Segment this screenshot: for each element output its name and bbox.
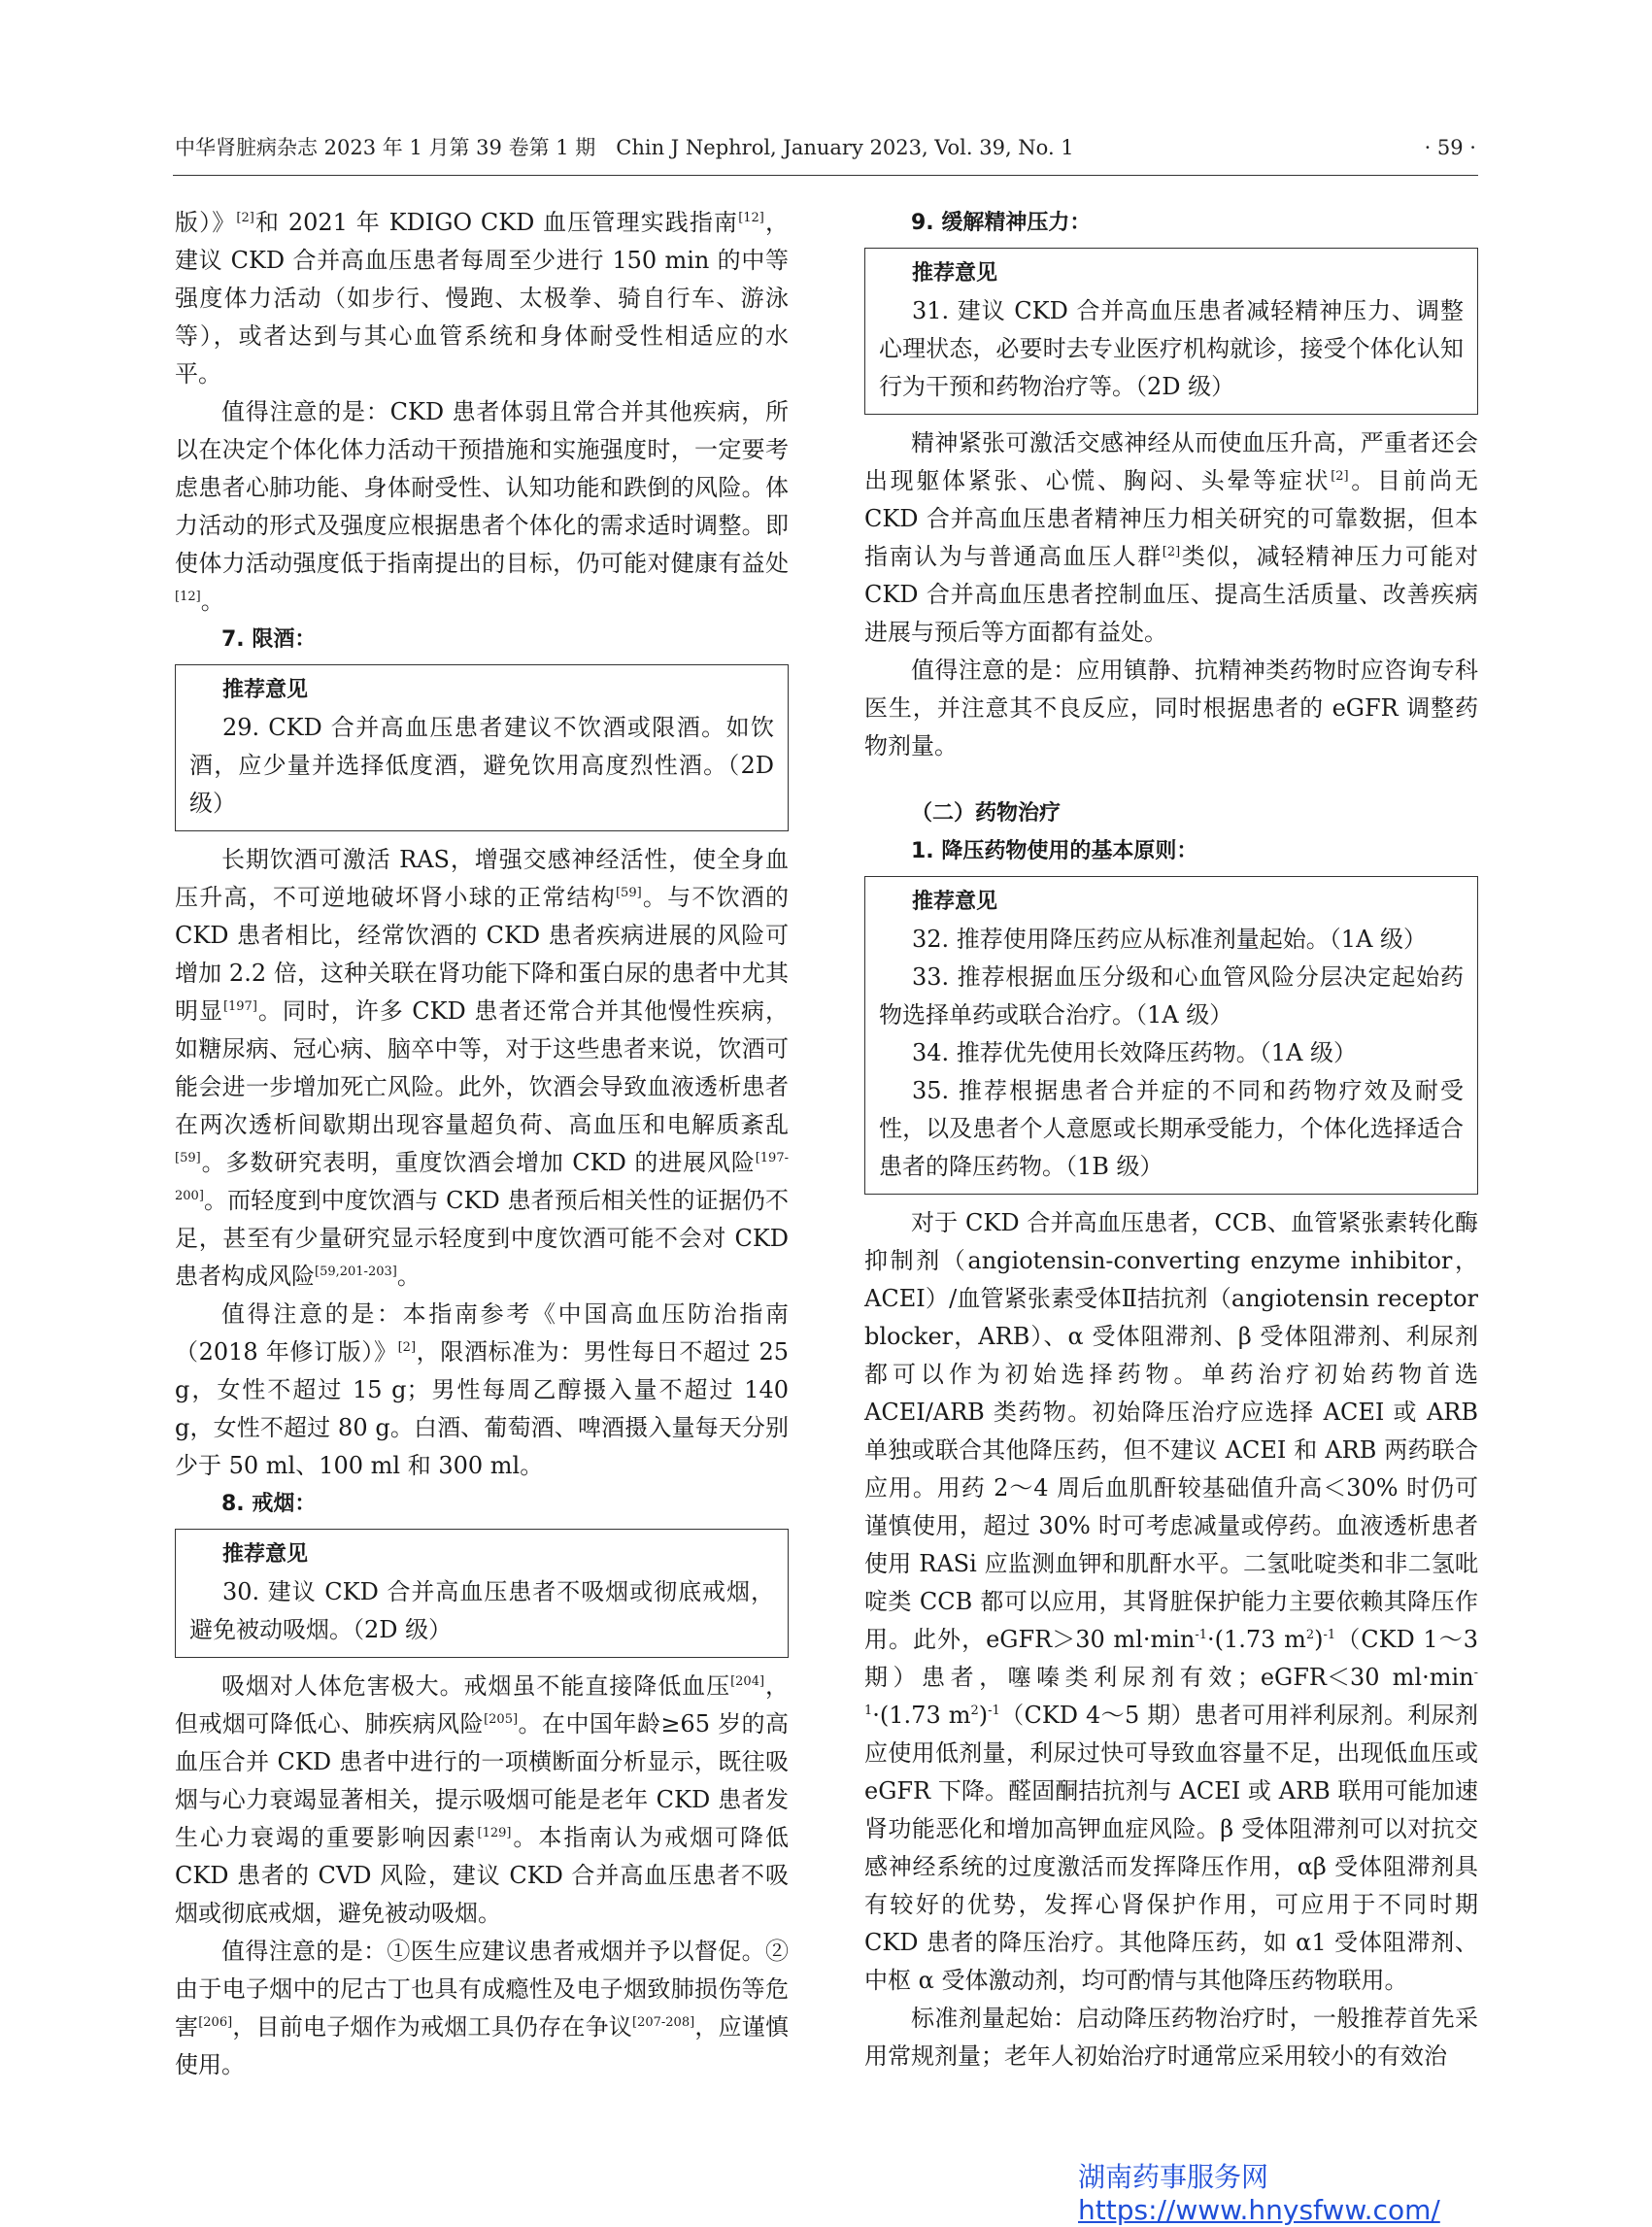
paragraph: 精神紧张可激活交感神经从而使血压升高，严重者还会出现躯体紧张、心慌、胸闷、头晕等症状[2]。目前尚无 CKD 合并高血压患者精神压力相关研究的可靠数据，但本指南认为与普通高血压人群[2]类似，减轻精神压力可能对 CKD 合并高血压患者控制血压、提高生活质量、改善疾病进展与预后等方面都有益处。 bbox=[864, 429, 1479, 646]
recommendation-box bbox=[864, 248, 1478, 415]
recommendation-item: 35. 推荐根据患者合并症的不同和药物疗效及耐受性，以及患者个人意愿或长期承受能力，个体化选择适合患者的降压药物。（1B 级） bbox=[879, 1077, 1464, 1180]
page-number: · 59 · bbox=[1424, 136, 1476, 159]
paragraph: 值得注意的是：应用镇静、抗精神类药物时应咨询专科医生，并注意其不良反应，同时根据患者的 eGFR 调整药物剂量。 bbox=[864, 657, 1478, 759]
left-column bbox=[175, 204, 789, 2084]
paragraph: 对于 CKD 合并高血压患者，CCB、血管紧张素转化酶抑制剂（angiotensin-converting enzyme inhibitor，ACEI）/血管紧张素受体Ⅱ拮抗剂（angiotensin receptor blocker，ARB）、α 受体阻滞剂、β 受体阻滞剂、利尿剂都可以作为初始选择药物。单药治疗初始药物首选 ACEI/ARB 类药物。初始降压治疗应选择 ACEI 或 ARB 单独或联合其他降压药，但不建议 ACEI 和 ARB 两药联合应用。用药 2～4 周后血肌酐较基础值升高＜30% 时仍可谨慎使用，超过 30% 时可考虑减量或停药。血液透析患者使用 RASi 应监测血钾和肌酐水平。二氢吡啶类和非二氢吡啶类 CCB 都可以应用，其肾脏保护能力主要依赖其降压作用。此外，eGFR＞30 $ml\cdot\min^{-1}\cdot(1.73$ $m^2)^{-1}(CKD$ 1～3 期）患者，噻嗪类利尿剂有效；eGFR＜30 $ml\cdot\min^{-1}\cdot(1.73$ $m^2)^{-1}(CKD$ 4～5 期）患者可用袢利尿剂。利尿剂应使用低剂量，利尿过快可导致血容量不足，出现低血压或 eGFR 下降。醛固酮拮抗剂与 ACEI 或 ARB 联用可能加速肾功能恶化和增加高钾血症风险。β 受体阻滞剂可以对抗交感神经系统的过度激活而发挥降压作用，αβ 受体阻滞剂具有较好的优势，发挥心肾保护作用，可应用于不同时期 CKD 患者的降压治疗。其他降压药，如 α1 受体阻滞剂、中枢 α 受体激动剂，均可酌情与其他降压药物联用。 bbox=[864, 1209, 1478, 1994]
recommendation-item: 31. 建议 CKD 合并高血压患者减轻精神压力、调整心理状态，必要时去专业医疗机构就诊，接受个体化认知行为干预和药物治疗等。（2D 级） bbox=[879, 297, 1464, 400]
paragraph: 值得注意的是：本指南参考《中国高血压防治指南（2018 年修订版）》[2]，限酒标准为：男性每日不超过 25 g，女性不超过 15 g；男性每周乙醇摄入量不超过 140 g，女性不超过 80 g。白酒、葡萄酒、啤酒摄入量每天分别少于 50 ml、100 ml 和 300 ml。 bbox=[175, 1300, 789, 1479]
header-rule bbox=[173, 175, 1478, 176]
journal-citation: 中华肾脏病杂志 2023 年 1 月第 39 卷第 1 期 Chin J Nephrol, January 2023, Vol. 39, No. 1 bbox=[175, 136, 1074, 159]
recommendation-box bbox=[175, 664, 789, 831]
paragraph: 长期饮酒可激活 RAS，增强交感神经活性，使全身血压升高，不可逆地破坏肾小球的正常结构[59]。与不饮酒的 CKD 患者相比，经常饮酒的 CKD 患者疾病进展的风险可增加 2.2 倍，这种关联在肾功能下降和蛋白尿的患者中尤其明显[197]。同时，许多 CKD 患者还常合并其他慢性疾病，如糖尿病、冠心病、脑卒中等，对于这些患者来说，饮酒可能会进一步增加死亡风险。此外，饮酒会导致血液透析患者在两次透析间歇期出现容量超负荷、高血压和电解质紊乱[59]。多数研究表明，重度饮酒会增加 CKD 的进展风险[197-200]。而轻度到中度饮酒与 CKD 患者预后相关性的证据仍不足，甚至有少量研究显示轻度到中度饮酒可能不会对 CKD 患者构成风险[59,201-203]。 bbox=[175, 846, 789, 1290]
watermark-url[interactable]: https://www.hnysfww.com/ bbox=[1078, 2194, 1440, 2226]
paragraph: 值得注意的是：CKD 患者体弱且常合并其他疾病，所以在决定个体化体力活动干预措施和实施强度时，一定要考虑患者心肺功能、身体耐受性、认知功能和跌倒的风险。体力活动的形式及强度应根据患者个体化的需求适时调整。即使体力活动强度低于指南提出的目标，仍可能对健康有益处[12]。 bbox=[175, 398, 789, 615]
watermark bbox=[1078, 2161, 1486, 2227]
subsection-heading-principles: 1. 降压药物使用的基本原则： bbox=[911, 839, 1198, 863]
recommendation-title: 推荐意见 bbox=[222, 678, 309, 702]
recommendation-title: 推荐意见 bbox=[912, 890, 998, 914]
recommendation-item: 32. 推荐使用降压药应从标准剂量起始。（1A 级） bbox=[912, 926, 1428, 953]
recommendation-title: 推荐意见 bbox=[912, 261, 998, 286]
recommendation-title: 推荐意见 bbox=[222, 1542, 309, 1567]
watermark-name: 湖南药事服务网 bbox=[1078, 2161, 1269, 2193]
recommendation-item: 34. 推荐优先使用长效降压药物。（1A 级） bbox=[912, 1039, 1358, 1066]
section-heading-smoking: 8. 戒烟： bbox=[221, 1492, 317, 1516]
recommendation-box bbox=[864, 876, 1478, 1195]
recommendation-box bbox=[175, 1529, 789, 1658]
running-header bbox=[175, 134, 1476, 161]
section-heading-alcohol: 7. 限酒： bbox=[221, 627, 317, 652]
paragraph: 值得注意的是：①医生应建议患者戒烟并予以督促。②由于电子烟中的尼古丁也具有成瘾性及电子烟致肺损伤等危害[206]，目前电子烟作为戒烟工具仍存在争议[207-208]，应谨慎使用。 bbox=[175, 1938, 790, 2078]
paragraph: 标准剂量起始：启动降压药物治疗时，一般推荐首先采用常规剂量；老年人初始治疗时通常应采用较小的有效治 bbox=[864, 2005, 1478, 2070]
recommendation-item: 29. CKD 合并高血压患者建议不饮酒或限酒。如饮酒，应少量并选择低度酒，避免饮用高度烈性酒。（2D 级） bbox=[189, 714, 774, 817]
section-heading-stress: 9. 缓解精神压力： bbox=[911, 211, 1092, 235]
paragraph: 版）》[2]和 2021 年 KDIGO CKD 血压管理实践指南[12]，建议 CKD 合并高血压患者每周至少进行 150 min 的中等强度体力活动（如步行、慢跑、太极拳、骑自行车、游泳等），或者达到与其心血管系统和身体耐受性相适应的水平。 bbox=[175, 209, 790, 388]
right-column bbox=[864, 204, 1478, 2075]
recommendation-item: 33. 推荐根据血压分级和心血管风险分层决定起始药物选择单药或联合治疗。（1A 级） bbox=[879, 963, 1464, 1029]
recommendation-item: 30. 建议 CKD 合并高血压患者不吸烟或彻底戒烟，避免被动吸烟。（2D 级） bbox=[189, 1578, 774, 1643]
paragraph: 吸烟对人体危害极大。戒烟虽不能直接降低血压[204]，但戒烟可降低心、肺疾病风险[205]。在中国年龄≥65 岁的高血压合并 CKD 患者中进行的一项横断面分析显示，既往吸烟与心力衰竭显著相关，提示吸烟可能是老年 CKD 患者发生心力衰竭的重要影响因素[129]。本指南认为戒烟可降低 CKD 患者的 CVD 风险，建议 CKD 合并高血压患者不吸烟或彻底戒烟，避免被动吸烟。 bbox=[175, 1672, 790, 1927]
section-heading-drug-therapy: （二）药物治疗 bbox=[911, 801, 1062, 826]
